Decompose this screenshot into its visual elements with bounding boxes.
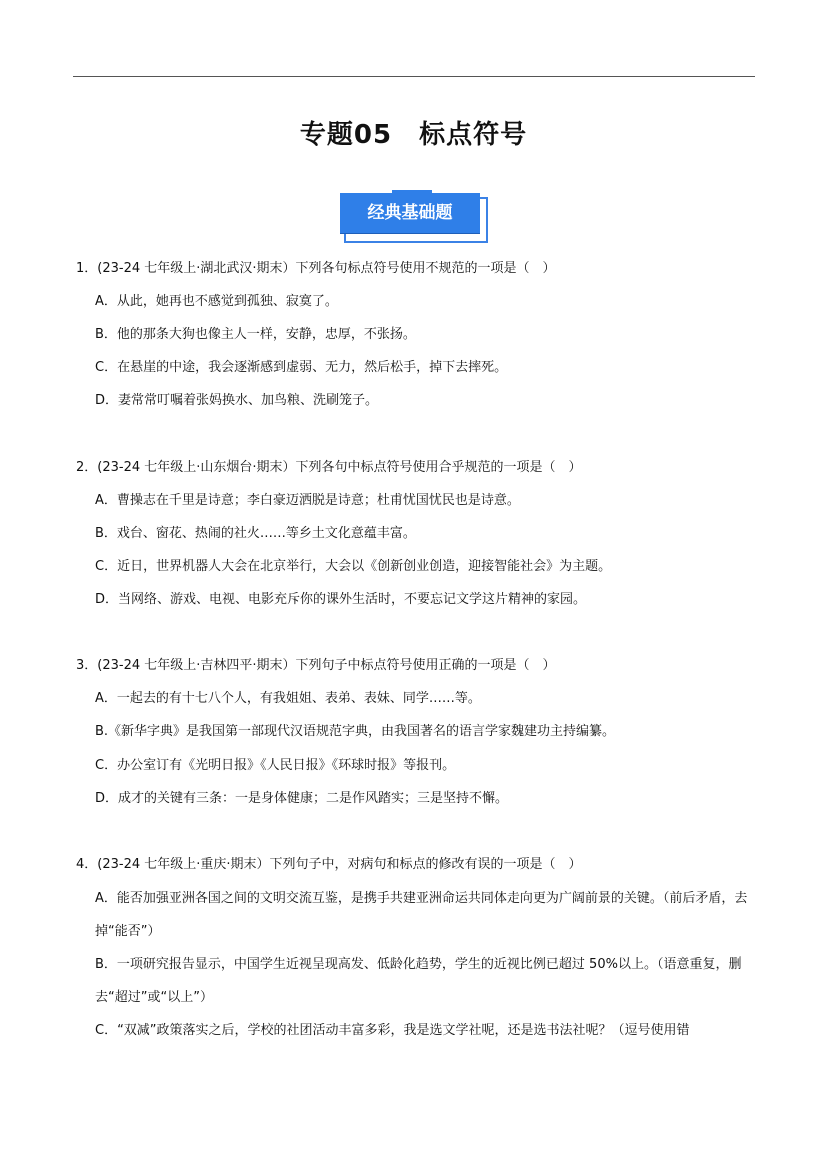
question-option: C．在悬崖的中途，我会逐渐感到虚弱、无力，然后松手，掉下去摔死。 bbox=[95, 360, 508, 375]
page-title: 专题05 标点符号 bbox=[299, 120, 528, 150]
question-option: C．办公室订有《光明日报》《人民日报》《环球时报》等报刊。 bbox=[95, 758, 456, 773]
question-option: A．曹操志在千里是诗意；李白豪迈洒脱是诗意；杜甫忧国忧民也是诗意。 bbox=[95, 493, 520, 508]
question-stem: 4．(23-24 七年级上·重庆·期末）下列句子中，对病句和标点的修改有误的一项是（ ） bbox=[76, 857, 582, 872]
question-option: C．“双减”政策落实之后，学校的社团活动丰富多彩，我是选文学社呢，还是选书法社呢？（逗号使用错 bbox=[95, 1023, 690, 1038]
question-stem: 2．(23-24 七年级上·山东烟台·期末）下列各句中标点符号使用合乎规范的一项是（ ） bbox=[76, 460, 582, 475]
question-option: D．当网络、游戏、电视、电影充斥你的课外生活时，不要忘记文学这片精神的家园。 bbox=[95, 592, 587, 607]
header-rule bbox=[73, 76, 755, 77]
question-option: D．成才的关键有三条：一是身体健康；二是作风踏实；三是坚持不懈。 bbox=[95, 791, 509, 806]
question-option: B．他的那条大狗也像主人一样，安静，忠厚，不张扬。 bbox=[95, 327, 416, 342]
question-stem: 1．(23-24 七年级上·湖北武汉·期末）下列各句标点符号使用不规范的一项是（ ） bbox=[76, 261, 556, 276]
question-option: B．一项研究报告显示，中国学生近视呈现高发、低龄化趋势，学生的近视比例已超过 50%以上。（语意重复，删去“超过”或“以上”） bbox=[95, 957, 742, 1005]
question-option: B．戏台、窗花、热闹的社火……等乡土文化意蕴丰富。 bbox=[95, 526, 416, 541]
question-option: C．近日，世界机器人大会在北京举行，大会以《创新创业创造，迎接智能社会》为主题。 bbox=[95, 559, 612, 574]
banner-label: 经典基础题 bbox=[340, 193, 480, 233]
question-option: A．从此，她再也不感觉到孤独、寂寞了。 bbox=[95, 294, 338, 309]
question-option: D．妻常常叮嘱着张妈换水、加鸟粮、洗刷笼子。 bbox=[95, 393, 379, 408]
section-banner bbox=[340, 193, 490, 245]
question-option: A．一起去的有十七八个人，有我姐姐、表弟、表妹、同学……等。 bbox=[95, 691, 481, 706]
question-option: A．能否加强亚洲各国之间的文明交流互鉴，是携手共建亚洲命运共同体走向更为广阔前景的关键。（前后矛盾，去掉“能否”） bbox=[95, 891, 748, 939]
question-option: B.《新华字典》是我国第一部现代汉语规范字典，由我国著名的语言学家魏建功主持编纂。 bbox=[95, 724, 616, 739]
question-stem: 3．(23-24 七年级上·吉林四平·期末）下列句子中标点符号使用正确的一项是（ ） bbox=[76, 658, 556, 673]
